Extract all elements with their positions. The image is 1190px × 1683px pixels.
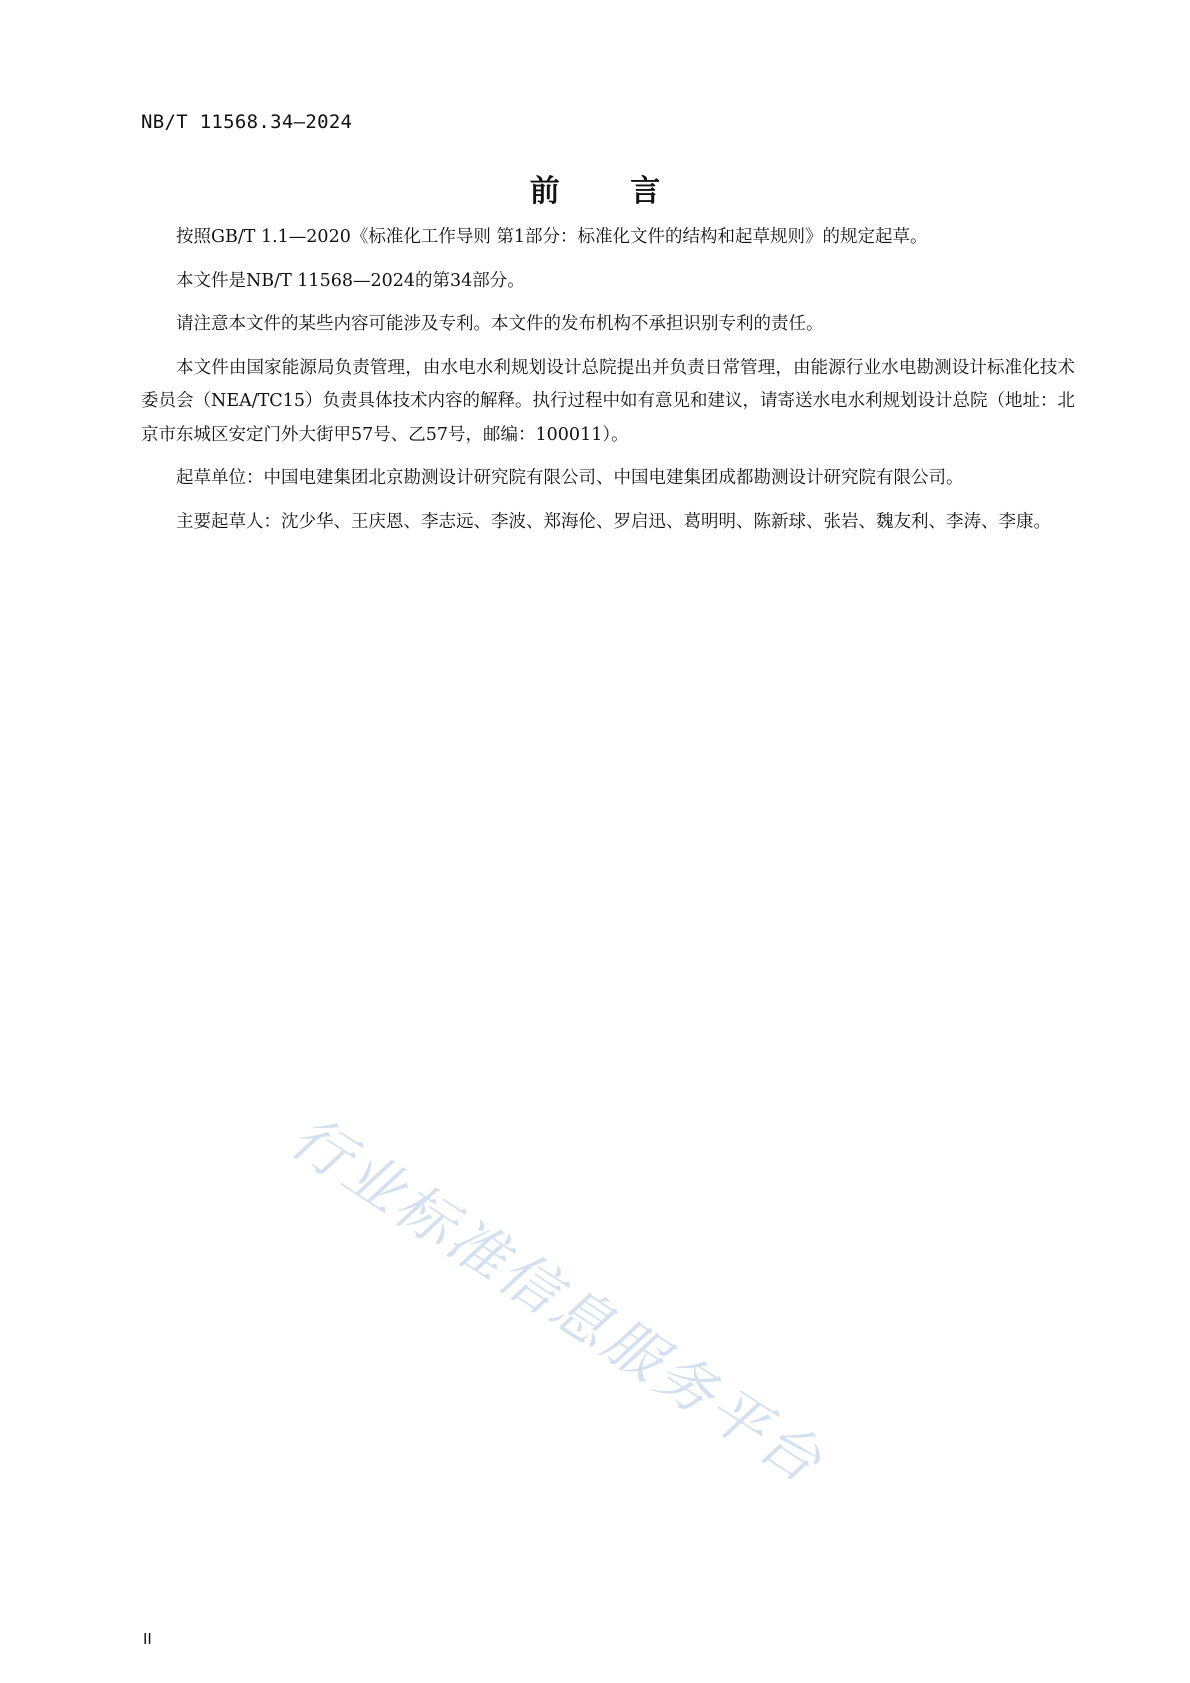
paragraph-drafting-rules: 按照GB/T 1.1—2020《标准化工作导则 第1部分：标准化文件的结构和起草规则》的规定起草。 (176, 227, 928, 247)
foreword-body (141, 221, 1075, 549)
page-number: II (143, 1630, 152, 1648)
paragraph-drafters: 主要起草人：沈少华、王庆恩、李志远、李波、郑海伦、罗启迅、葛明明、陈新球、张岩、魏友利、李涛、李康。 (176, 511, 1051, 532)
page-title: 前 言 (529, 174, 691, 209)
watermark: 行业标准信息服务平台 (278, 1102, 836, 1498)
paragraph-management: 本文件由国家能源局负责管理，由水电水利规划设计总院提出并负责日常管理，由能源行业水电勘测设计标准化技术委员会（NEA/TC15）负责具体技术内容的解释。执行过程中如有意见和建议，请寄送水电水利规划设计总院（地址：北京市东城区安定门外大街甲57号、乙57号，邮编：100011）。 (141, 357, 1075, 445)
paragraph-patent-notice: 请注意本文件的某些内容可能涉及专利。本文件的发布机构不承担识别专利的责任。 (176, 314, 824, 334)
document-code: NB/T 11568.34—2024 (141, 111, 353, 133)
paragraph-drafting-units: 起草单位：中国电建集团北京勘测设计研究院有限公司、中国电建集团成都勘测设计研究院有限公司。 (176, 468, 964, 488)
paragraph-part-number: 本文件是NB/T 11568—2024的第34部分。 (176, 270, 525, 291)
